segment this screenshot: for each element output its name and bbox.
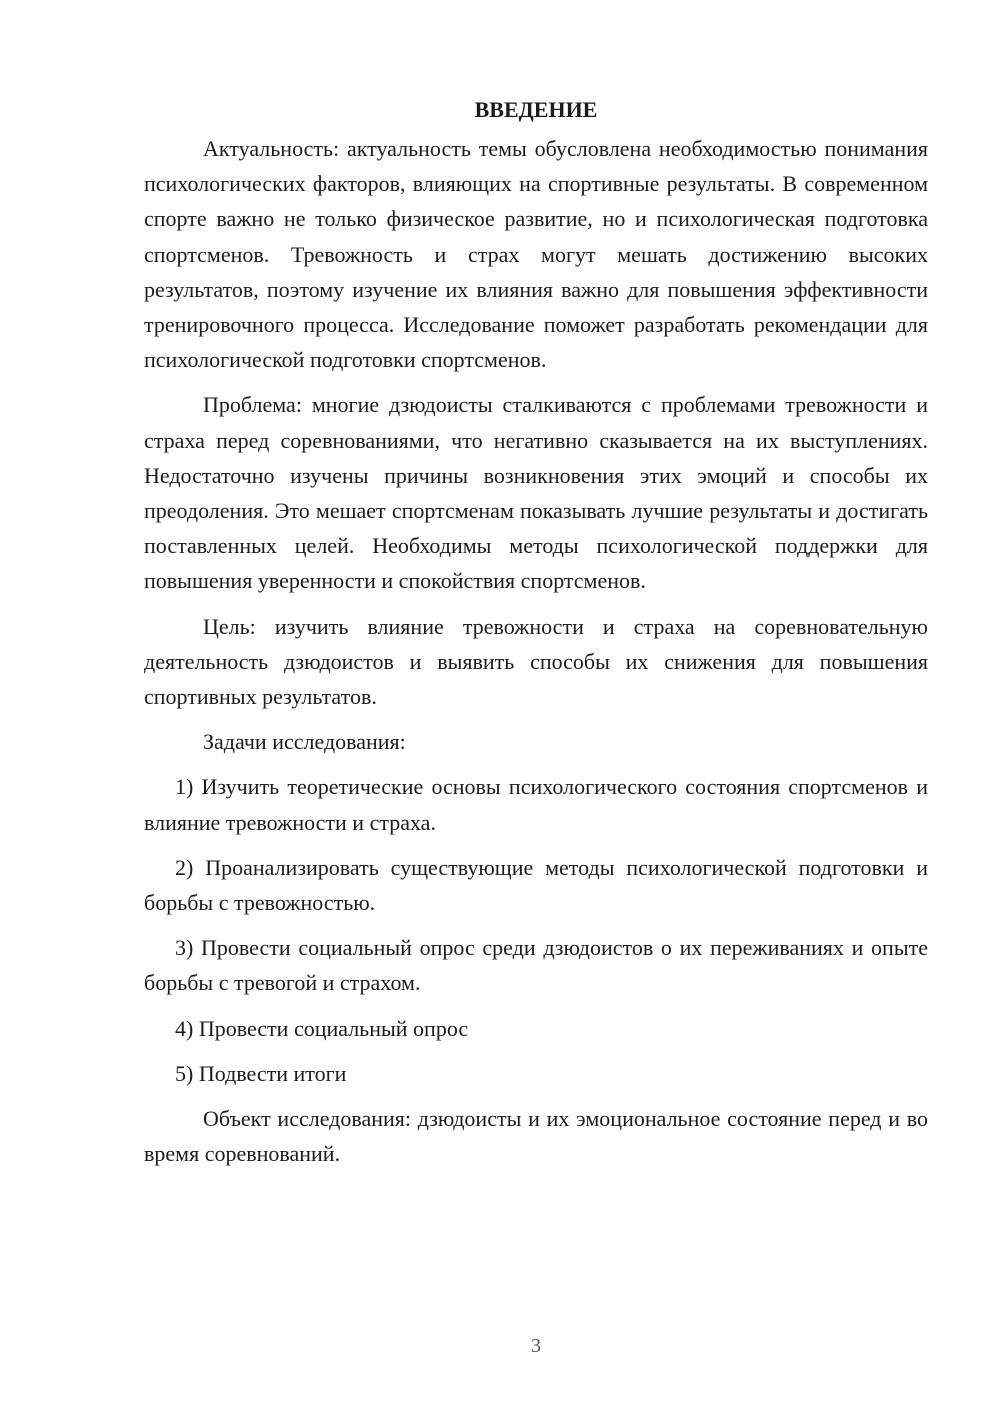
task-item-1: 1) Изучить теоретические основы психологического состояния спортсменов и влияние тревожности и страха. <box>144 774 928 835</box>
page-number: 3 <box>531 1335 541 1357</box>
section-heading: ВВЕДЕНИЕ <box>474 97 598 122</box>
problem-paragraph: Проблема: многие дзюдоисты сталкиваются с проблемами тревожности и страха перед соревнованиями, что негативно сказывается на их выступлениях. Недостаточно изучены причины возникновения этих эмоций и способы их преодоления. Это мешает спортсменам показывать лучшие результаты и достигать поставленных целей. Необходимы методы психологической поддержки для повышения уверенности и спокойствия спортсменов. <box>144 392 928 594</box>
task-item-2: 2) Проанализировать существующие методы психологической подготовки и борьбы с тревожностью. <box>144 854 928 916</box>
page-content <box>144 92 928 1181</box>
object-paragraph: Объект исследования: дзюдоисты и их эмоциональное состояние перед и во время соревнований. <box>144 1106 928 1167</box>
tasks-title: Задачи исследования: <box>203 729 406 755</box>
relevance-paragraph: Актуальность: актуальность темы обусловлена необходимостью понимания психологических факторов, влияющих на спортивные результаты. В современном спорте важно не только физическое развитие, но и психологическая подготовка спортсменов. Тревожность и страх могут мешать достижению высоких результатов, поэтому изучение их влияния важно для повышения эффективности тренировочного процесса. Исследование поможет разработать рекомендации для психологической подготовки спортсменов. <box>144 136 928 373</box>
task-item-3: 3) Провести социальный опрос среди дзюдоистов о их переживаниях и опыте борьбы с тревогой и страхом. <box>144 935 928 996</box>
task-item-5: 5) Подвести итоги <box>175 1060 347 1086</box>
task-item-4: 4) Провести социальный опрос <box>175 1015 469 1041</box>
goal-paragraph: Цель: изучить влияние тревожности и страха на соревновательную деятельность дзюдоистов и выявить способы их снижения для повышения спортивных результатов. <box>144 613 928 710</box>
